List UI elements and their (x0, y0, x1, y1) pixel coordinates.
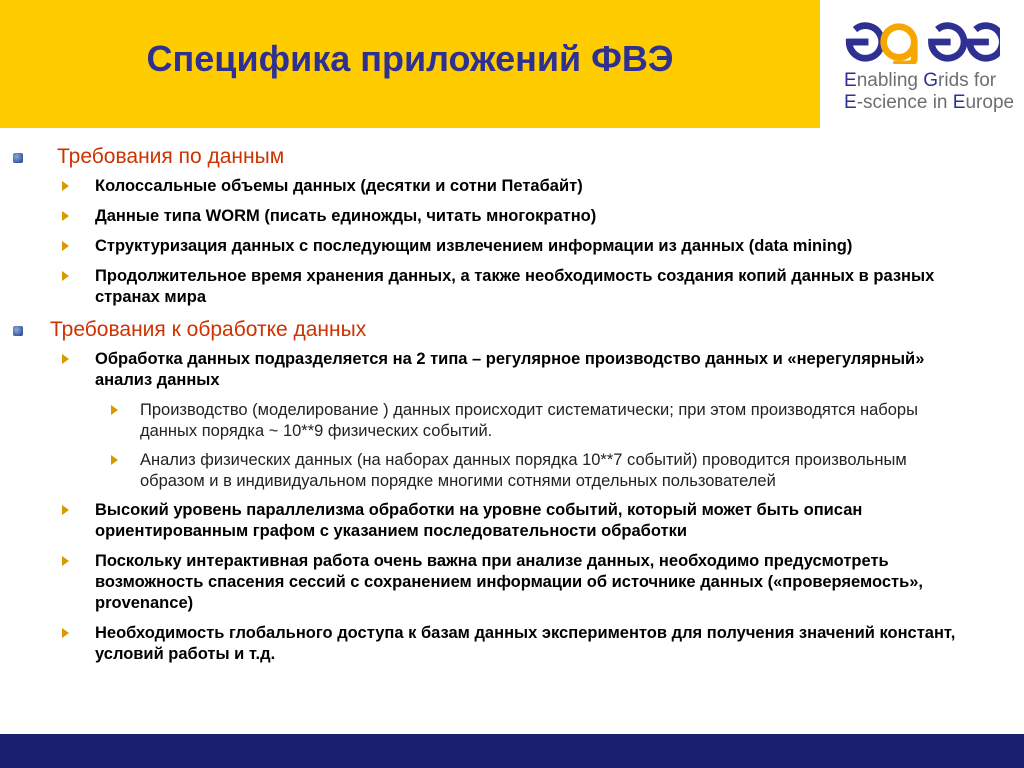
slide-title: Специфика приложений ФВЭ (146, 38, 674, 79)
list-item: Данные типа WORM (писать единожды, читать многократно) (95, 206, 985, 227)
bullet-icon (13, 326, 23, 336)
sub-list-item: Производство (моделирование ) данных происходит систематически; при этом производятся наборы данных порядка ~ 10**9 физических событий. (140, 400, 960, 442)
bullet-arrow-icon (62, 181, 69, 191)
bullet-arrow-icon (62, 271, 69, 281)
header-band (0, 0, 820, 128)
list-item: Поскольку интерактивная работа очень важна при анализе данных, необходимо предусмотреть возможность спасения сессий с сохранением информации об источнике данных («проверяемость», provenance) (95, 551, 985, 614)
list-item: Высокий уровень параллелизма обработки на уровне событий, который может быть описан ориентированным графом с указанием последовательности обработки (95, 500, 985, 542)
section-heading: Требования к обработке данных (50, 317, 1000, 343)
bullet-arrow-icon (62, 241, 69, 251)
logo-tagline: Enabling Grids for E-science in Europe (844, 70, 1015, 113)
slide-body (0, 144, 1000, 674)
list-item: Необходимость глобального доступа к базам данных экспериментов для получения значений констант, условий работы и т.д. (95, 623, 985, 665)
list-item: Обработка данных подразделяется на 2 типа – регулярное производство данных и «нерегулярный» анализ данных (95, 349, 985, 391)
bullet-icon (13, 153, 23, 163)
bullet-arrow-icon (62, 556, 69, 566)
bullet-arrow-icon (62, 354, 69, 364)
egee-logo (820, 0, 1024, 128)
footer-band (0, 734, 1024, 768)
list-item: Структуризация данных с последующим извлечением информации из данных (data mining) (95, 236, 985, 257)
bullet-arrow-icon (111, 405, 118, 415)
section-heading: Требования по данным (57, 144, 1000, 170)
bullet-arrow-icon (62, 211, 69, 221)
list-item: Продолжительное время хранения данных, а также необходимость создания копий данных в разных странах мира (95, 266, 985, 308)
bullet-arrow-icon (111, 455, 118, 465)
bullet-arrow-icon (62, 628, 69, 638)
egee-logo-icon (840, 20, 1000, 64)
sub-list-item: Анализ физических данных (на наборах данных порядка 10**7 событий) проводится произвольным образом и в индивидуальном порядке многими сотнями отдельных пользователей (140, 450, 960, 492)
list-item: Колоссальные объемы данных (десятки и сотни Петабайт) (95, 176, 985, 197)
bullet-arrow-icon (62, 505, 69, 515)
